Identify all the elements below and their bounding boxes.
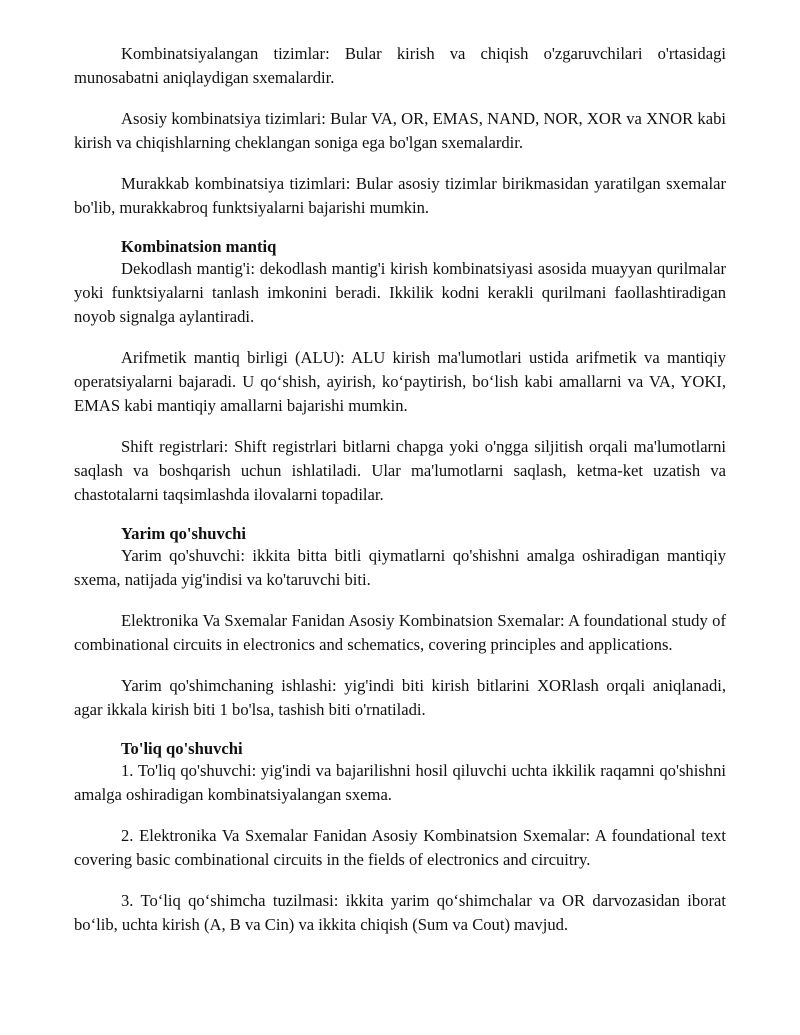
heading-combinational-logic: Kombinatsion mantiq [121, 237, 277, 256]
paragraph-shift-registers: Shift registrlari: Shift registrlari bitlarni chapga yoki o'ngga siljitish orqali ma'lumotlarni saqlash va boshqarish uchun ishlatiladi. Ular ma'lumotlarni saqlash, ketma-ket uzatish va chastotalarni taqsimlashda ilovalarni topadilar. [74, 437, 726, 504]
paragraph-electronics-study: Elektronika Va Sxemalar Fanidan Asosiy Kombinatsion Sxemalar: A foundational study of combinational circuits in electronics and schematics, covering principles and applications. [74, 611, 726, 654]
list-item-full-adder-structure: 3. To‘liq qo‘shimcha tuzilmasi: ikkita yarim qo‘shimchalar va OR darvozasidan iborat bo‘lib, uchta kirish (A, B va Cin) va ikkita chiqish (Sum va Cout) mavjud. [74, 891, 726, 934]
heading-half-adder: Yarim qo'shuvchi [121, 524, 246, 543]
paragraph-combinational-systems: Kombinatsiyalangan tizimlar: Bular kirish va chiqish o'zgaruvchilari o'rtasidagi munosabatni aniqlaydigan sxemalardir. [74, 44, 726, 87]
paragraph-basic-combination-systems: Asosiy kombinatsiya tizimlari: Bular VA, OR, EMAS, NAND, NOR, XOR va XNOR kabi kirish va chiqishlarning cheklangan soniga ega bo'lgan sxemalardir. [74, 109, 726, 152]
paragraph-alu: Arifmetik mantiq birligi (ALU): ALU kirish ma'lumotlari ustida arifmetik va mantiqiy operatsiyalarni bajaradi. U qo‘shish, ayirish, ko‘paytirish, bo‘lish kabi amallarni va VA, YOKI, EMAS kabi mantiqiy amallarni bajarishi mumkin. [74, 348, 726, 415]
list-item-full-adder-definition: 1. To'liq qo'shuvchi: yig'indi va bajarilishni hosil qiluvchi uchta ikkilik raqamni qo'shishni amalga oshiradigan kombinatsiyalangan sxema. [74, 761, 726, 804]
paragraph-complex-combination-systems: Murakkab kombinatsiya tizimlari: Bular asosiy tizimlar birikmasidan yaratilgan sxemalar bo'lib, murakkabroq funktsiyalarni bajarishi mumkin. [74, 174, 726, 217]
document-page [74, 42, 726, 937]
heading-full-adder: To'liq qo'shuvchi [121, 739, 243, 758]
list-item-electronics-text: 2. Elektronika Va Sxemalar Fanidan Asosiy Kombinatsion Sxemalar: A foundational text covering basic combinational circuits in the fields of electronics and circuitry. [74, 826, 726, 869]
paragraph-half-adder-definition: Yarim qo'shuvchi: ikkita bitta bitli qiymatlarni qo'shishni amalga oshiradigan mantiqiy sxema, natijada yig'indisi va ko'taruvchi biti. [74, 546, 726, 589]
paragraph-half-adder-operation: Yarim qo'shimchaning ishlashi: yig'indi biti kirish bitlarini XORlash orqali aniqlanadi, agar ikkala kirish biti 1 bo'lsa, tashish biti o'rnatiladi. [74, 676, 726, 719]
paragraph-decoding-logic: Dekodlash mantig'i: dekodlash mantig'i kirish kombinatsiyasi asosida muayyan qurilmalar yoki funktsiyalarni tanlash imkonini beradi. Ikkilik kodni kerakli qurilmani faollashtiradigan noyob signalga aylantiradi. [74, 259, 726, 326]
